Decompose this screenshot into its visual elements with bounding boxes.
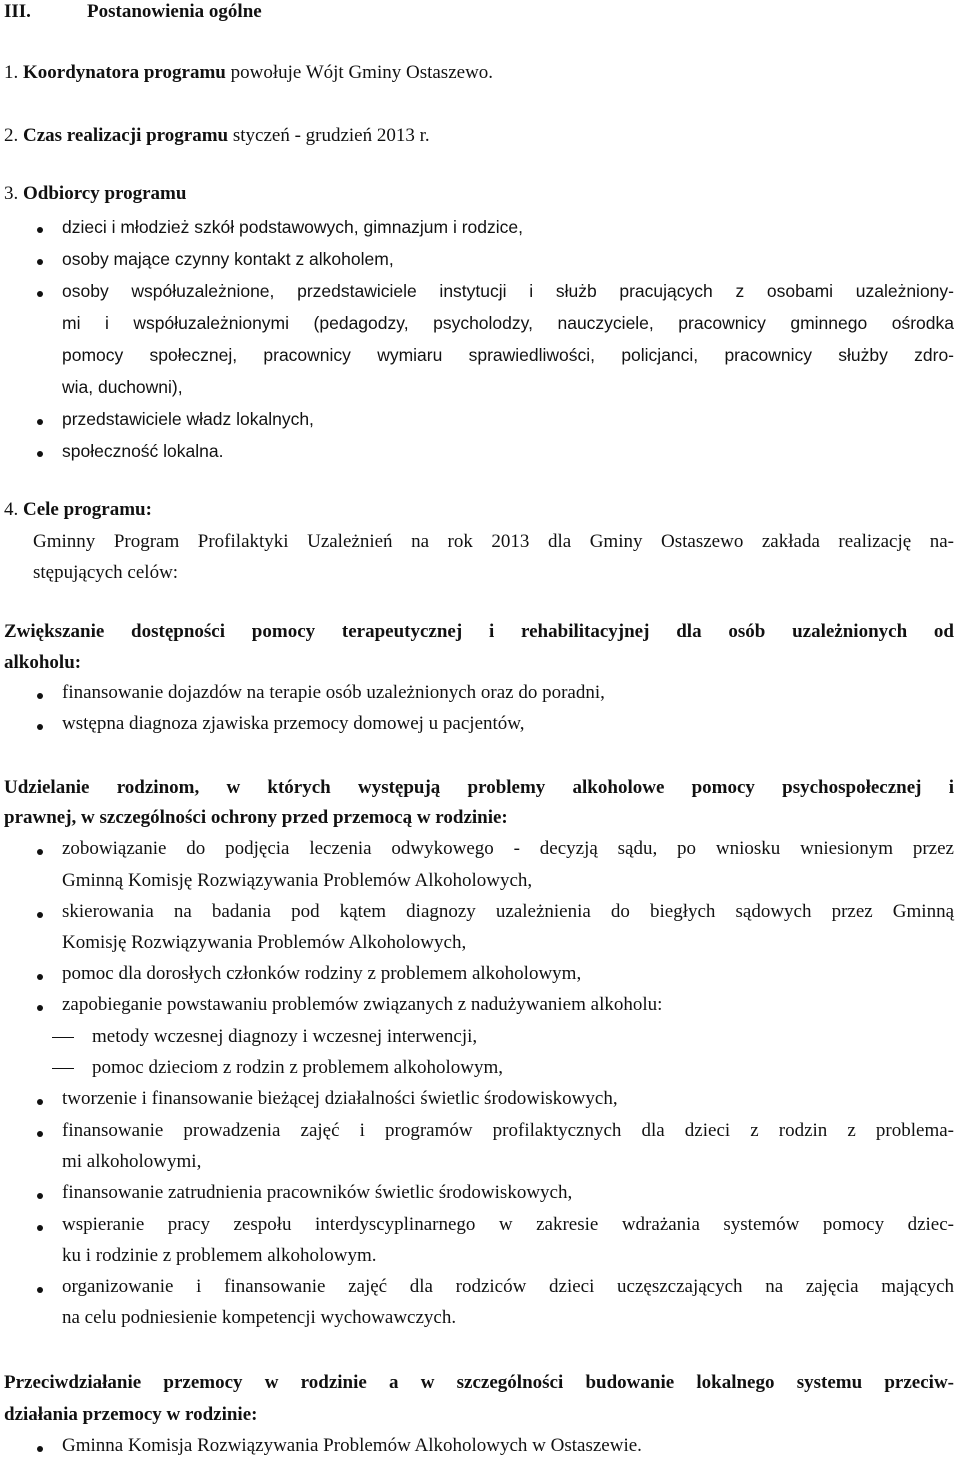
goal-2-item: zapobieganie powstawaniu problemów związanych z nadużywaniem alkoholu: — [62, 994, 663, 1015]
dash-icon — [52, 1037, 74, 1038]
item-1-label: Koordynatora programu — [23, 62, 226, 83]
bullet-icon — [37, 419, 43, 425]
goal-2-heading-cont: prawnej, w szczególności ochrony przed przemocą w rodzinie: — [4, 807, 508, 828]
item-1-text: powołuje Wójt Gminy Ostaszewo. — [225, 62, 494, 83]
item-4-label: Cele programu: — [23, 499, 152, 520]
item-2 — [4, 124, 430, 148]
goal-2-item-cont: Komisję Rozwiązywania Problemów Alkoholowych, — [62, 932, 467, 953]
bullet-icon — [37, 291, 43, 297]
goal-2-item: tworzenie i finansowanie bieżącej działalności świetlic środowiskowych, — [62, 1088, 618, 1109]
dash-icon — [52, 1068, 74, 1069]
goal-2-item-cont: Gminną Komisję Rozwiązywania Problemów Alkoholowych, — [62, 870, 533, 891]
item-2-number: 2. — [4, 125, 19, 146]
recipient-item: osoby mające czynny kontakt z alkoholem, — [62, 249, 394, 269]
item-3-number: 3. — [4, 183, 19, 204]
bullet-icon — [37, 451, 43, 457]
bullet-icon — [37, 1005, 43, 1011]
recipient-item: przedstawiciele władz lokalnych, — [62, 409, 314, 429]
item-1 — [4, 61, 493, 85]
bullet-icon — [37, 974, 43, 980]
item-3 — [4, 182, 186, 206]
goal-1-heading: Zwiększanie dostępności pomocy terapeutycznej i rehabilitacyjnej dla osób uzależnionych od — [4, 621, 954, 642]
goal-2-item-cont: mi alkoholowymi, — [62, 1151, 202, 1172]
item-2-text: styczeń - grudzień 2013 r. — [228, 125, 430, 146]
bullet-icon — [37, 1193, 43, 1199]
section-title: Postanowienia ogólne — [87, 1, 262, 22]
goal-2-subitem: pomoc dzieciom z rodzin z problemem alkoholowym, — [92, 1057, 504, 1078]
goal-2-heading: Udzielanie rodzinom, w których występują problemy alkoholowe pomocy psychospołecznej i — [4, 777, 954, 798]
goal-2-item-cont: na celu podniesienie kompetencji wychowawczych. — [62, 1307, 457, 1328]
goal-3-heading: Przeciwdziałanie przemocy w rodzinie a w szczególności budowanie lokalnego systemu przeciw- — [4, 1372, 954, 1393]
goals-intro: Gminny Program Profilaktyki Uzależnień na rok 2013 dla Gminy Ostaszewo zakłada realizację na- — [33, 531, 954, 552]
bullet-icon — [37, 1099, 43, 1105]
goal-2-subitem: metody wczesnej diagnozy i wczesnej interwencji, — [92, 1026, 478, 1047]
bullet-icon — [37, 1131, 43, 1137]
goal-2-item: organizowanie i finansowanie zajęć dla rodziców dzieci uczęszczających na zajęcia mających — [62, 1276, 954, 1297]
recipient-item-cont: mi i współuzależnionymi (pedagodzy, psycholodzy, nauczyciele, pracownicy gminnego ośrodka — [62, 313, 954, 333]
goal-2-item: finansowanie zatrudnienia pracowników świetlic środowiskowych, — [62, 1182, 573, 1203]
goal-2-item: wspieranie pracy zespołu interdyscyplinarnego w zakresie wdrażania systemów pomocy dziec- — [62, 1214, 954, 1235]
bullet-icon — [37, 912, 43, 918]
bullet-icon — [37, 1446, 43, 1452]
recipient-item: osoby współuzależnione, przedstawiciele instytucji i służb pracujących z osobami uzależniony- — [62, 281, 954, 301]
goal-1-item: finansowanie dojazdów na terapie osób uzależnionych oraz do poradni, — [62, 682, 605, 703]
bullet-icon — [37, 724, 43, 730]
goal-2-item: pomoc dla dorosłych członków rodziny z problemem alkoholowym, — [62, 963, 582, 984]
goal-1-heading-cont: alkoholu: — [4, 652, 82, 673]
item-4-number: 4. — [4, 499, 19, 520]
item-1-number: 1. — [4, 62, 19, 83]
bullet-icon — [37, 693, 43, 699]
goal-3-heading-cont: działania przemocy w rodzinie: — [4, 1404, 258, 1425]
goal-2-item: finansowanie prowadzenia zajęć i programów profilaktycznych dla dzieci z rodzin z problema- — [62, 1120, 954, 1141]
goal-1-item: wstępna diagnoza zjawiska przemocy domowej u pacjentów, — [62, 713, 525, 734]
item-3-label: Odbiorcy programu — [23, 183, 187, 204]
recipient-item-cont: wia, duchowni), — [62, 377, 183, 397]
bullet-icon — [37, 227, 43, 233]
goal-3-item: Gminna Komisja Rozwiązywania Problemów Alkoholowych w Ostaszewie. — [62, 1435, 642, 1456]
goal-2-item: zobowiązanie do podjęcia leczenia odwykowego - decyzją sądu, po wniosku wniesionym przez — [62, 838, 954, 859]
goals-intro-cont: stępujących celów: — [33, 562, 179, 583]
recipient-item-cont: pomocy społecznej, pracownicy wymiaru sprawiedliwości, policjanci, pracownicy służby zdro- — [62, 345, 954, 365]
recipient-item: dzieci i młodzież szkół podstawowych, gimnazjum i rodzice, — [62, 217, 524, 237]
goal-2-item-cont: ku i rodzinie z problemem alkoholowym. — [62, 1245, 377, 1266]
goal-2-item: skierowania na badania pod kątem diagnozy uzależnienia do biegłych sądowych przez Gminną — [62, 901, 954, 922]
section-number: III. — [4, 1, 31, 22]
bullet-icon — [37, 849, 43, 855]
bullet-icon — [37, 259, 43, 265]
item-2-label: Czas realizacji programu — [23, 125, 229, 146]
bullet-icon — [37, 1225, 43, 1231]
item-4 — [4, 498, 152, 522]
recipient-item: społeczność lokalna. — [62, 441, 224, 461]
bullet-icon — [37, 1287, 43, 1293]
